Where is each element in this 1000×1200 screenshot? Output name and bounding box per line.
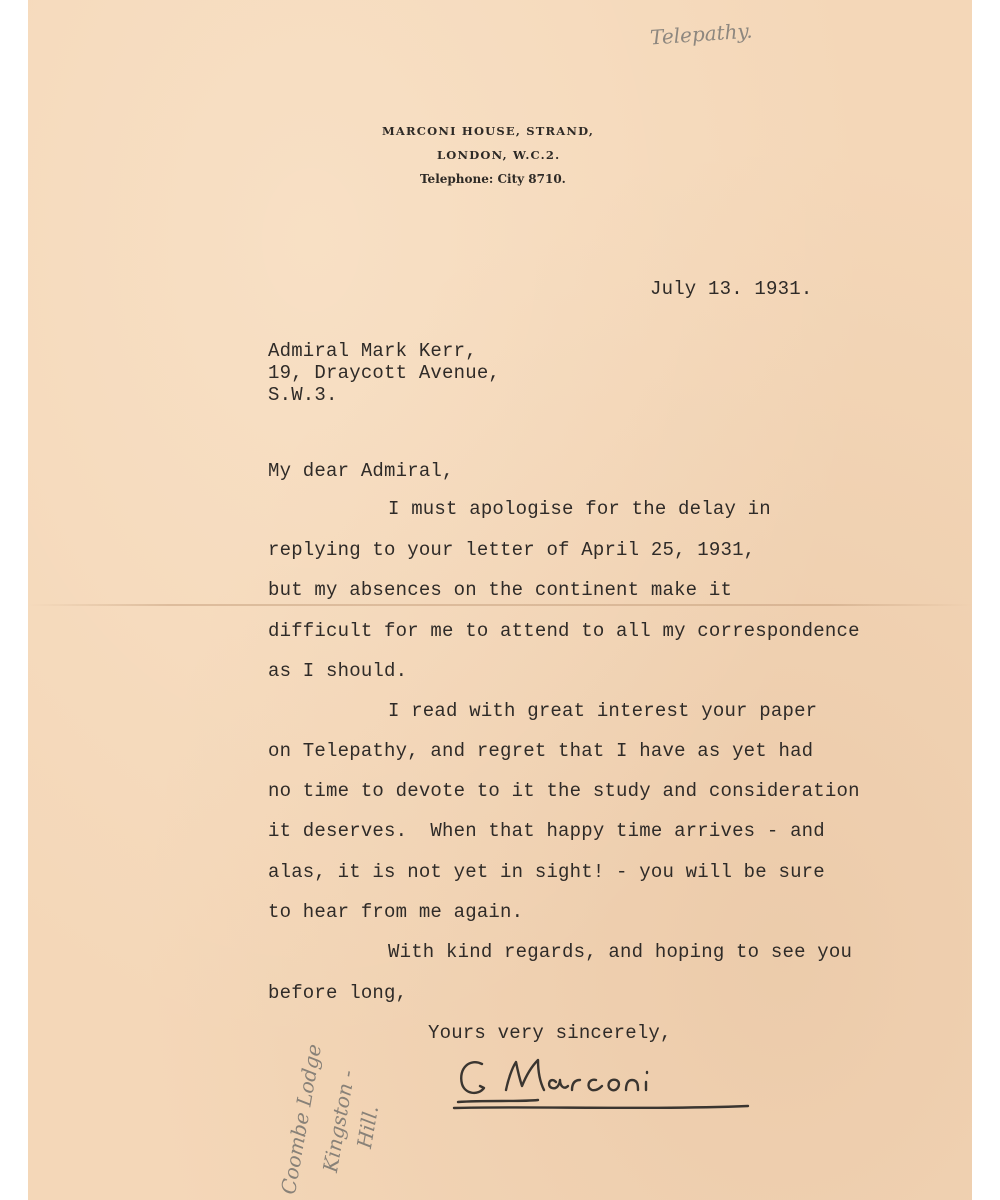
salutation: My dear Admiral,	[268, 460, 454, 482]
body-line: difficult for me to attend to all my correspondence	[268, 620, 860, 642]
body-line: it deserves. When that happy time arrives - and	[268, 820, 825, 842]
body-line: before long,	[268, 982, 408, 1004]
recipient-name: Admiral Mark Kerr,	[268, 340, 477, 362]
body-line: as I should.	[268, 660, 408, 682]
body-line: but my absences on the continent make it	[268, 579, 733, 601]
letter-date: July 13. 1931.	[650, 278, 813, 300]
signature-graphic	[448, 1050, 778, 1130]
recipient-street: 19, Draycott Avenue,	[268, 362, 501, 384]
closing: Yours very sincerely,	[428, 1022, 672, 1044]
letterhead-city-line: LONDON, W.C.2.	[437, 148, 561, 162]
body-line: With kind regards, and hoping to see you	[388, 941, 853, 963]
side-address-line: Hill.	[352, 1103, 384, 1151]
body-line: replying to your letter of April 25, 1931,	[268, 539, 756, 561]
recipient-district: S.W.3.	[268, 384, 338, 406]
body-line: I must apologise for the delay in	[388, 498, 771, 520]
side-address-line: Kingston -	[318, 1068, 360, 1175]
letterhead-address-line: MARCONI HOUSE, STRAND,	[382, 124, 595, 138]
side-address-line: Coombe Lodge	[276, 1042, 327, 1197]
letterhead-telephone-line: Telephone: City 8710.	[420, 172, 566, 186]
handwritten-note-telepathy: Telepathy.	[649, 18, 754, 50]
body-line: on Telepathy, and regret that I have as yet had	[268, 740, 814, 762]
body-line: alas, it is not yet in sight! - you will be sure	[268, 861, 825, 883]
paper-fold-crease	[28, 604, 972, 606]
body-line: to hear from me again.	[268, 901, 524, 923]
signature	[448, 1050, 778, 1130]
body-line: no time to devote to it the study and consideration	[268, 780, 860, 802]
body-line: I read with great interest your paper	[388, 700, 818, 722]
